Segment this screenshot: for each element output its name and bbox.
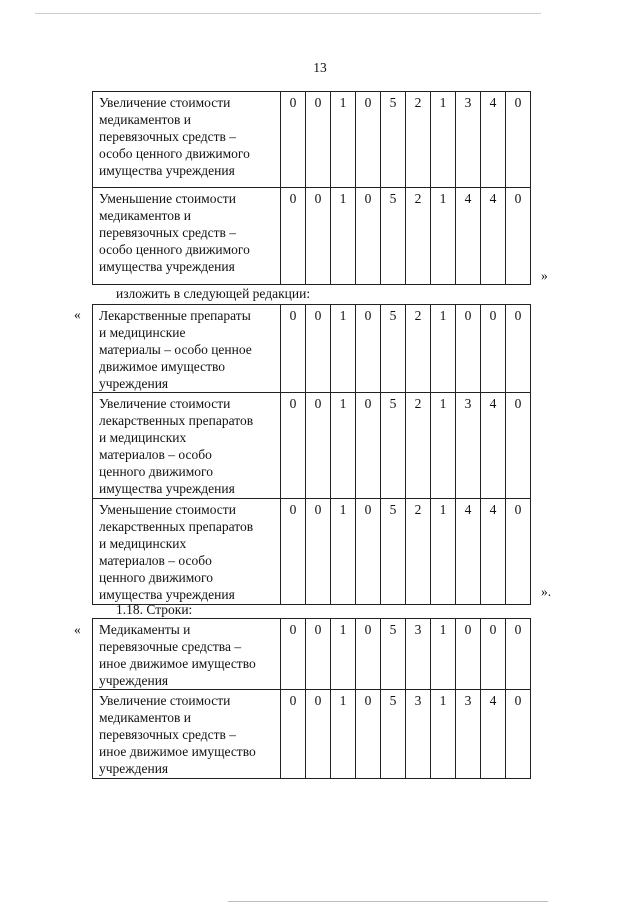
code-digit: 0 [481, 305, 506, 393]
code-digit: 5 [381, 499, 406, 605]
code-digit: 1 [431, 690, 456, 779]
code-digit: 5 [381, 188, 406, 285]
code-digit: 0 [506, 305, 531, 393]
code-digit: 0 [306, 619, 331, 690]
code-digit: 0 [356, 619, 381, 690]
code-digit: 1 [331, 619, 356, 690]
code-digit: 5 [381, 393, 406, 499]
code-digit: 4 [456, 499, 481, 605]
code-digit: 1 [331, 92, 356, 188]
code-digit: 1 [431, 188, 456, 285]
table-row [93, 393, 531, 499]
code-digit: 0 [306, 499, 331, 605]
row-description: Увеличение стоимости лекарственных препаратов и медицинских материалов – особо ценного движимого имущества учреждения [93, 393, 281, 499]
code-digit: 0 [506, 619, 531, 690]
table-row [93, 619, 531, 690]
code-digit: 2 [406, 188, 431, 285]
code-digit: 0 [506, 92, 531, 188]
code-digit: 0 [506, 690, 531, 779]
row-description: Уменьшение стоимости медикаментов и перевязочных средств – особо ценного движимого имущества учреждения [93, 188, 281, 285]
opening-quote: « [74, 307, 81, 322]
edit-instruction-text: изложить в следующей редакции: [116, 286, 311, 301]
code-digit: 1 [331, 188, 356, 285]
code-digit: 0 [306, 92, 331, 188]
code-digit: 0 [306, 188, 331, 285]
code-digit: 1 [431, 499, 456, 605]
code-digit: 5 [381, 690, 406, 779]
code-digit: 4 [481, 690, 506, 779]
code-table-3 [92, 618, 531, 779]
row-description: Уменьшение стоимости лекарственных препаратов и медицинских материалов – особо ценного движимого имущества учреждения [93, 499, 281, 605]
code-digit: 4 [456, 188, 481, 285]
row-description: Лекарственные препараты и медицинские материалы – особо ценное движимое имущество учреждения [93, 305, 281, 393]
code-digit: 0 [281, 690, 306, 779]
code-digit: 0 [456, 619, 481, 690]
code-digit: 0 [306, 393, 331, 499]
table-row [93, 188, 531, 285]
code-digit: 0 [356, 188, 381, 285]
code-digit: 2 [406, 305, 431, 393]
code-digit: 0 [356, 690, 381, 779]
code-digit: 3 [456, 92, 481, 188]
code-digit: 4 [481, 92, 506, 188]
code-digit: 0 [281, 92, 306, 188]
closing-quote: ». [541, 584, 552, 599]
code-digit: 5 [381, 305, 406, 393]
code-digit: 0 [356, 305, 381, 393]
code-digit: 2 [406, 92, 431, 188]
section-1-18-heading: 1.18. Строки: [116, 602, 193, 617]
code-digit: 1 [331, 393, 356, 499]
code-digit: 0 [506, 499, 531, 605]
code-digit: 3 [406, 690, 431, 779]
top-edge-line [35, 13, 541, 14]
code-digit: 0 [506, 393, 531, 499]
code-digit: 0 [356, 499, 381, 605]
row-description: Увеличение стоимости медикаментов и перевязочных средств – особо ценного движимого имущества учреждения [93, 92, 281, 188]
code-digit: 0 [281, 305, 306, 393]
code-digit: 0 [306, 690, 331, 779]
bottom-edge-line [228, 901, 548, 902]
table-row [93, 499, 531, 605]
code-digit: 2 [406, 499, 431, 605]
page-number: 13 [313, 60, 327, 75]
code-table-2 [92, 304, 531, 605]
code-digit: 0 [456, 305, 481, 393]
table-row [93, 92, 531, 188]
table-row [93, 305, 531, 393]
table-row [93, 690, 531, 779]
code-digit: 5 [381, 92, 406, 188]
code-digit: 0 [481, 619, 506, 690]
code-digit: 1 [331, 690, 356, 779]
row-description: Медикаменты и перевязочные средства – иное движимое имущество учреждения [93, 619, 281, 690]
code-digit: 5 [381, 619, 406, 690]
code-digit: 0 [281, 499, 306, 605]
code-table-1 [92, 91, 531, 285]
code-digit: 1 [431, 619, 456, 690]
code-digit: 0 [356, 393, 381, 499]
code-digit: 1 [431, 393, 456, 499]
row-description: Увеличение стоимости медикаментов и перевязочных средств – иное движимое имущество учреждения [93, 690, 281, 779]
code-digit: 0 [506, 188, 531, 285]
code-digit: 3 [456, 690, 481, 779]
code-digit: 4 [481, 188, 506, 285]
code-digit: 0 [281, 619, 306, 690]
code-digit: 1 [431, 92, 456, 188]
code-digit: 0 [356, 92, 381, 188]
code-digit: 1 [431, 305, 456, 393]
closing-quote: » [541, 268, 548, 283]
code-digit: 1 [331, 499, 356, 605]
code-digit: 0 [281, 188, 306, 285]
code-digit: 4 [481, 499, 506, 605]
code-digit: 4 [481, 393, 506, 499]
code-digit: 2 [406, 393, 431, 499]
code-digit: 1 [331, 305, 356, 393]
code-digit: 0 [281, 393, 306, 499]
code-digit: 3 [456, 393, 481, 499]
code-digit: 3 [406, 619, 431, 690]
opening-quote: « [74, 622, 81, 637]
code-digit: 0 [306, 305, 331, 393]
